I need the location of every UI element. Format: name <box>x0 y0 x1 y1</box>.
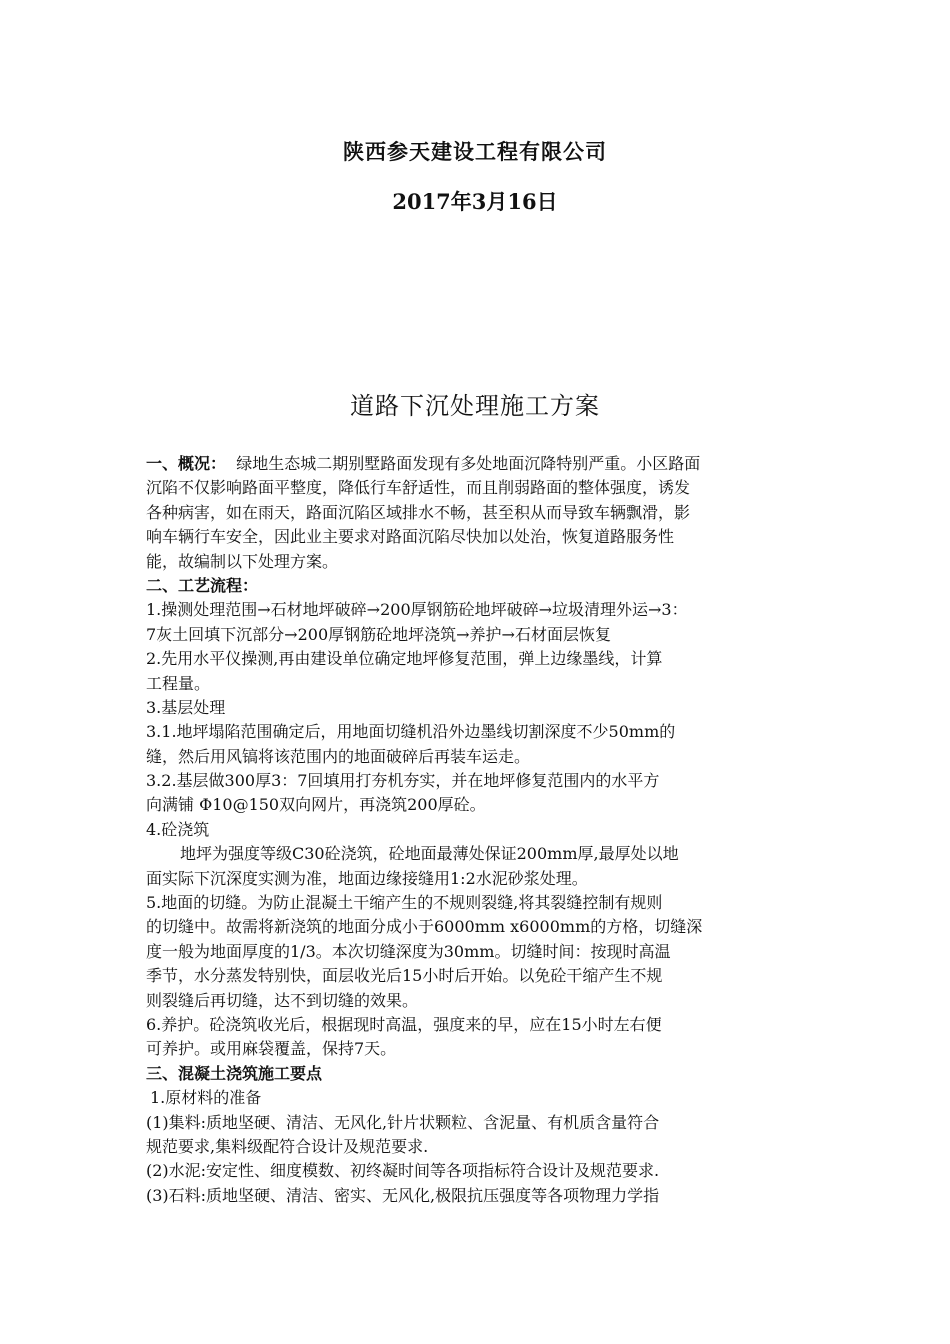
paragraph-line: 地坪为强度等级C30砼浇筑，砼地面最薄处保证200mm厚,最厚处以地 <box>180 844 679 864</box>
section-overview-line <box>146 452 818 476</box>
paragraph-line: 沉陷不仅影响路面平整度，降低行车舒适性，而且削弱路面的整体强度，诱发 <box>146 478 691 498</box>
section-heading-concrete: 三、混凝土浇筑施工要点 <box>146 1063 323 1083</box>
paragraph-line: (1)集料:质地坚硬、清洁、无风化,针片状颗粒、含泥量、有机质含量符合 <box>146 1112 660 1132</box>
company-name: 陕西参天建设工程有限公司 <box>343 139 607 164</box>
paragraph-line: 度一般为地面厚度的1/3。本次切缝深度为30mm。切缝时间：按现时高温 <box>146 941 671 961</box>
paragraph-line: 1.操测处理范围→石材地坪破碎→200厚钢筋砼地坪破碎→垃圾清理外运→3： <box>146 600 688 620</box>
paragraph-line: 响车辆行车安全，因此业主要求对路面沉陷尽快加以处治，恢复道路服务性 <box>146 527 675 547</box>
paragraph-line: 6.养护。砼浇筑收光后，根据现时高温，强度来的早，应在15小时左右便 <box>146 1014 662 1034</box>
paragraph-line: 1.原材料的准备 <box>150 1088 262 1108</box>
paragraph-line: 各种病害，如在雨天，路面沉陷区域排水不畅，甚至积从而导致车辆飘滑，影 <box>146 502 691 522</box>
paragraph-line: 规范要求,集料级配符合设计及规范要求. <box>146 1136 429 1156</box>
paragraph-line: 7灰土回填下沉部分→200厚钢筋砼地坪浇筑→养护→石材面层恢复 <box>146 624 611 644</box>
paragraph-line: 面实际下沉深度实测为准，地面边缘接缝用1:2水泥砂浆处理。 <box>146 868 588 888</box>
document-title: 道路下沉处理施工方案 <box>350 392 600 420</box>
section-heading-overview: 一、概况： <box>146 454 227 473</box>
paragraph-line: 4.砼浇筑 <box>146 819 210 839</box>
paragraph-line: 向满铺 Φ10@150双向网片，再浇筑200厚砼。 <box>146 795 486 815</box>
paragraph-line: 3.1.地坪塌陷范围确定后，用地面切缝机沿外边墨线切割深度不少50mm的 <box>146 722 676 742</box>
paragraph-text: 绿地生态城二期别墅路面发现有多处地面沉降特别严重。小区路面 <box>226 454 701 473</box>
paragraph-line: 的切缝中。故需将新浇筑的地面分成小于6000mm x6000mm的方格，切缝深 <box>146 917 703 937</box>
paragraph-line: 缝，然后用风镐将该范围内的地面破碎后再装车运走。 <box>146 746 531 766</box>
paragraph-line: 3.2.基层做300厚3：7回填用打夯机夯实，并在地坪修复范围内的水平方 <box>146 771 660 791</box>
paragraph-line: 季节，水分蒸发特别快，面层收光后15小时后开始。以免砼干缩产生不规 <box>146 966 663 986</box>
paragraph-line: 工程量。 <box>146 673 211 693</box>
paragraph-line: 3.基层处理 <box>146 697 226 717</box>
document-date: 2017年3月16日 <box>392 189 558 214</box>
paragraph-line: 能，故编制以下处理方案。 <box>146 551 339 571</box>
paragraph-line: (3)石料:质地坚硬、清洁、密实、无风化,极限抗压强度等各项物理力学指 <box>146 1185 660 1205</box>
section-heading-process: 二、工艺流程： <box>146 575 259 595</box>
paragraph-line: 则裂缝后再切缝，达不到切缝的效果。 <box>146 990 419 1010</box>
paragraph-line: 2.先用水平仪操测,再由建设单位确定地坪修复范围，弹上边缘墨线，计算 <box>146 649 663 669</box>
paragraph-line: 可养护。或用麻袋覆盖，保持7天。 <box>146 1039 397 1059</box>
paragraph-line: (2)水泥:安定性、细度模数、初终凝时间等各项指标符合设计及规范要求. <box>146 1161 660 1181</box>
paragraph-line: 5.地面的切缝。为防止混凝土干缩产生的不规则裂缝,将其裂缝控制有规则 <box>146 893 663 913</box>
document-body <box>146 452 818 1208</box>
